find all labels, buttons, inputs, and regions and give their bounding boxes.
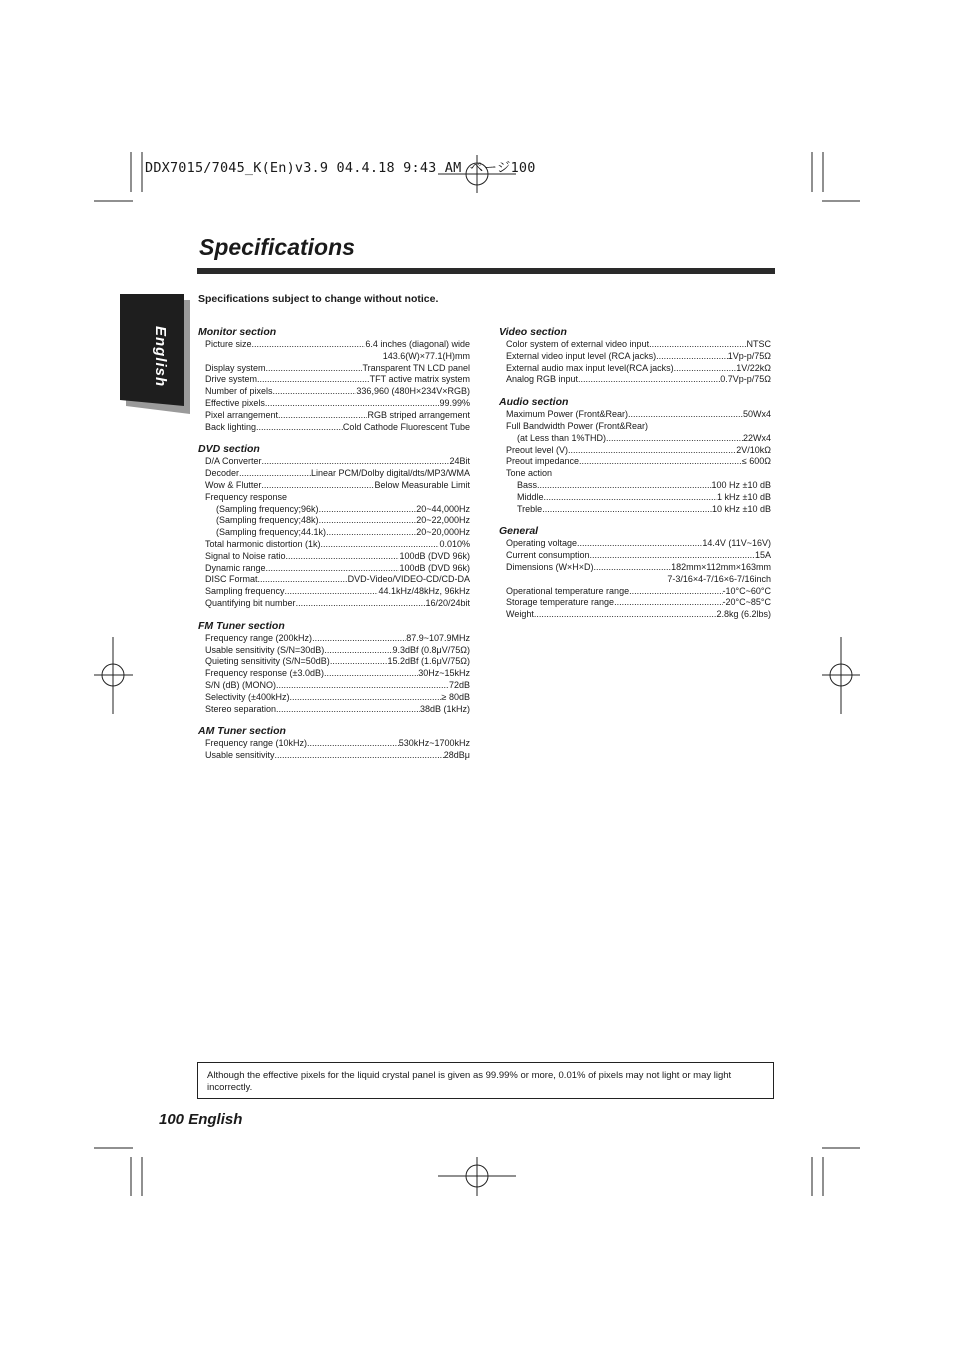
- spec-label: Back lighting: [205, 421, 257, 432]
- dot-leader: [321, 539, 440, 551]
- dot-leader: [577, 538, 702, 550]
- spec-row: [198, 551, 470, 563]
- spec-label: (at Less than 1%THD): [517, 432, 607, 443]
- dot-leader: [239, 468, 311, 480]
- spec-value: -20°C~85°C: [722, 597, 771, 608]
- spec-label: Frequency response (±3.0dB): [205, 668, 324, 679]
- section-title-video-section: Video section: [499, 326, 567, 338]
- spec-value: 20~20,000Hz: [416, 527, 470, 538]
- dot-leader: [324, 645, 392, 657]
- spec-value: 20~44,000Hz: [416, 503, 470, 514]
- spec-label: (Sampling frequency;44.1k): [216, 527, 327, 538]
- spec-row: [198, 750, 470, 762]
- spec-row: [198, 504, 470, 516]
- spec-label: Number of pixels: [205, 386, 273, 397]
- spec-label: External video input level (RCA jacks): [506, 350, 657, 361]
- spec-label: Frequency range (10kHz): [205, 738, 308, 749]
- dot-leader: [568, 445, 736, 457]
- spec-row: [198, 456, 470, 468]
- spec-row: [499, 409, 771, 421]
- spec-value: ≤ 600Ω: [741, 456, 771, 467]
- spec-row: [499, 480, 771, 492]
- spec-row: [198, 668, 470, 680]
- spec-value: 72dB: [448, 679, 470, 690]
- dot-leader: [266, 363, 363, 375]
- spec-row: [198, 515, 470, 527]
- spec-row: [499, 374, 771, 386]
- spec-label: Color system of external video input: [506, 339, 650, 349]
- spec-value: 0.010%: [439, 538, 470, 549]
- spec-value: 16/20/24bit: [425, 597, 470, 608]
- spec-row: [499, 445, 771, 457]
- spec-label: Pixel arrangement: [205, 409, 279, 420]
- spec-row: [198, 386, 470, 398]
- spec-label: Drive system: [205, 374, 258, 385]
- dot-leader: [649, 339, 746, 351]
- spec-row: [198, 645, 470, 657]
- spec-row: [499, 586, 771, 598]
- dot-leader: [578, 374, 720, 386]
- spec-column-left: [198, 326, 470, 762]
- spec-label: Middle: [517, 491, 544, 502]
- dot-leader: [252, 339, 366, 351]
- spec-label: Effective pixels: [205, 397, 265, 408]
- spec-row: [198, 539, 470, 551]
- spec-row: [499, 456, 771, 468]
- footnote-text: Although the effective pixels for the liquid crystal panel is given as 99.99% or more, 0.01% of pixels may not light or may light incorrectly.: [207, 1070, 732, 1093]
- spec-label: Total harmonic distortion (1k): [205, 538, 321, 549]
- spec-label: Picture size: [205, 339, 252, 349]
- spec-row: [499, 597, 771, 609]
- spec-label: Frequency range (200kHz): [205, 632, 313, 643]
- spec-value: RGB striped arrangement: [367, 409, 470, 420]
- spec-value: 182mm×112mm×163mm: [671, 561, 771, 572]
- spec-value: 2V/10kΩ: [736, 444, 771, 455]
- spec-row: [499, 339, 771, 351]
- spec-value: 22Wx4: [742, 432, 771, 443]
- dot-leader: [324, 668, 418, 680]
- dot-leader: [319, 515, 417, 527]
- spec-label: D/A Converter: [205, 456, 262, 467]
- spec-value: 336,960 (480H×234V×RGB): [356, 386, 470, 397]
- spec-value: 6.4 inches (diagonal) wide: [365, 339, 470, 349]
- spec-label: S/N (dB) (MONO): [205, 679, 276, 690]
- spec-row: [198, 633, 470, 645]
- spec-row: [198, 422, 470, 434]
- dot-leader: [289, 692, 441, 704]
- spec-label: Operational temperature range: [506, 585, 630, 596]
- spec-row: [499, 538, 771, 550]
- spec-value: 14.4V (11V~16V): [702, 538, 771, 549]
- spec-label: Stereo separation: [205, 703, 277, 714]
- section-title-monitor-section: Monitor section: [198, 326, 277, 338]
- section-title-dvd-section: DVD section: [198, 443, 260, 456]
- dot-leader: [594, 562, 672, 574]
- dot-leader: [579, 456, 742, 468]
- dot-leader: [330, 656, 388, 668]
- spec-label: Treble: [517, 503, 543, 514]
- spec-label: Usable sensitivity: [205, 750, 275, 761]
- spec-value: 1V/22kΩ: [736, 362, 771, 373]
- spec-label: (Sampling frequency;96k): [216, 503, 319, 514]
- spec-value: Cold Cathode Fluorescent Tube: [342, 421, 470, 432]
- spec-value: 15A: [754, 550, 771, 561]
- spec-row: [198, 692, 470, 704]
- dot-leader: [266, 563, 400, 575]
- spec-row: [499, 363, 771, 375]
- dot-leader: [312, 633, 406, 645]
- spec-row: [198, 680, 470, 692]
- spec-subheading: Frequency response: [205, 491, 288, 502]
- spec-label: Analog RGB input: [506, 374, 579, 385]
- spec-subheading: Full Bandwidth Power (Front&Rear): [506, 420, 649, 431]
- spec-value: Transparent TN LCD panel: [362, 362, 470, 373]
- spec-label: Display system: [205, 362, 266, 373]
- section-title-general: General: [499, 525, 539, 538]
- dot-leader: [256, 422, 343, 434]
- spec-row: [198, 586, 470, 598]
- spec-row: [198, 704, 470, 716]
- spec-row: [499, 433, 771, 445]
- section-title-fm-tuner-section: FM Tuner section: [198, 619, 285, 632]
- side-tab-label: English: [152, 326, 169, 388]
- spec-value-continuation: 7-3/16×4-7/16×6-7/16inch: [667, 573, 771, 584]
- dot-leader: [656, 351, 728, 363]
- dot-leader: [542, 504, 712, 516]
- dot-leader: [276, 704, 420, 716]
- spec-row: [499, 504, 771, 516]
- dot-leader: [544, 492, 718, 504]
- spec-subheading: Tone action: [506, 468, 553, 479]
- spec-value-continuation: 143.6(W)×77.1(H)mm: [382, 350, 470, 361]
- spec-label: Storage temperature range: [506, 597, 615, 608]
- spec-row: [198, 563, 470, 575]
- spec-label: Preout level (V): [506, 444, 569, 455]
- spec-label: (Sampling frequency;48k): [216, 515, 319, 526]
- spec-label: Dimensions (W×H×D): [506, 561, 594, 572]
- dot-leader: [537, 480, 712, 492]
- spec-row: [499, 492, 771, 504]
- spec-row: [499, 562, 771, 574]
- spec-value: 99.99%: [439, 397, 470, 408]
- spec-label: Operating voltage: [506, 538, 578, 549]
- spec-value: 100dB (DVD 96k): [399, 562, 470, 573]
- spec-value: 87.9~107.9MHz: [406, 632, 470, 643]
- spec-value: 38dB (1kHz): [419, 703, 470, 714]
- dot-leader: [286, 551, 400, 563]
- dot-leader: [257, 374, 370, 386]
- spec-value: ≥ 80dB: [441, 691, 470, 702]
- spec-value: Linear PCM/Dolby digital/dts/MP3/WMA: [310, 468, 470, 479]
- spec-value: 9.3dBf (0.8μV/75Ω): [392, 644, 470, 655]
- spec-value: 10 kHz ±10 dB: [712, 503, 771, 514]
- spec-row: [499, 550, 771, 562]
- spec-label: Preout impedance: [506, 456, 580, 467]
- spec-label: Current consumption: [506, 550, 590, 561]
- dot-leader: [629, 586, 722, 598]
- dot-leader: [296, 598, 426, 610]
- dot-leader: [278, 410, 367, 422]
- spec-label: Dynamic range: [205, 562, 266, 573]
- dot-leader: [275, 750, 444, 762]
- dot-leader: [326, 527, 416, 539]
- spec-row: [198, 527, 470, 539]
- spec-value: 100dB (DVD 96k): [399, 550, 470, 561]
- page-number: 100 English: [159, 1111, 243, 1128]
- spec-value: NTSC: [746, 339, 771, 349]
- dot-leader: [276, 680, 449, 692]
- spec-label: Maximum Power (Front&Rear): [506, 409, 629, 420]
- spec-row: [198, 598, 470, 610]
- spec-row: [198, 339, 470, 351]
- spec-label: External audio max input level(RCA jacks): [506, 362, 674, 373]
- spec-value: 2.8kg (6.2lbs): [716, 609, 771, 620]
- spec-label: Decoder: [205, 468, 240, 479]
- spec-value: 1 kHz ±10 dB: [717, 491, 771, 502]
- dot-leader: [262, 456, 450, 468]
- dot-leader: [261, 480, 374, 492]
- spec-label: Signal to Noise ratio: [205, 550, 286, 561]
- spec-row: [198, 410, 470, 422]
- title-rule: [197, 268, 775, 274]
- dot-leader: [628, 409, 743, 421]
- spec-label: Selectivity (±400kHz): [205, 691, 290, 702]
- spec-row: [198, 468, 470, 480]
- spec-row: [499, 351, 771, 363]
- spec-value: 24Bit: [449, 456, 470, 467]
- spec-value: TFT active matrix system: [369, 374, 470, 385]
- spec-column-right: [499, 326, 771, 621]
- spec-value: DVD-Video/VIDEO-CD/CD-DA: [347, 574, 470, 585]
- spec-label: Quieting sensitivity (S/N=50dB): [205, 656, 330, 667]
- language-side-tab: [120, 294, 190, 414]
- section-title-am-tuner-section: AM Tuner section: [198, 725, 286, 738]
- spec-label: Sampling frequency: [205, 586, 285, 597]
- spec-row: [499, 609, 771, 621]
- spec-value: 20~22,000Hz: [416, 515, 470, 526]
- dot-leader: [265, 398, 440, 410]
- spec-value: 30Hz~15kHz: [418, 668, 470, 679]
- spec-row: [198, 374, 470, 386]
- dot-leader: [534, 609, 717, 621]
- spec-row: [198, 398, 470, 410]
- dot-leader: [273, 386, 357, 398]
- spec-label: Quantifying bit number: [205, 597, 296, 608]
- spec-value: 44.1kHz/48kHz, 96kHz: [378, 586, 470, 597]
- dot-leader: [258, 574, 348, 586]
- file-header: DDX7015/7045_K(En)v3.9 04.4.18 9:43 AM ページ100: [145, 160, 536, 176]
- spec-value: 28dBμ: [443, 750, 470, 761]
- dot-leader: [606, 433, 743, 445]
- spec-value: 15.2dBf (1.6μV/75Ω): [387, 656, 470, 667]
- section-title-audio-section: Audio section: [499, 396, 569, 409]
- spec-row: [198, 738, 470, 750]
- dot-leader: [674, 363, 737, 375]
- dot-leader: [285, 586, 379, 598]
- spec-value: Below Measurable Limit: [374, 479, 470, 490]
- spec-value: 1Vp-p/75Ω: [727, 350, 771, 361]
- spec-value: 100 Hz ±10 dB: [711, 479, 771, 490]
- spec-value: -10°C~60°C: [722, 585, 771, 596]
- spec-value: 530kHz~1700kHz: [398, 738, 470, 749]
- spec-label: DISC Format: [205, 574, 258, 585]
- dot-leader: [307, 738, 399, 750]
- spec-label: Usable sensitivity (S/N=30dB): [205, 644, 325, 655]
- dot-leader: [319, 504, 417, 516]
- spec-value: 0.7Vp-p/75Ω: [720, 374, 771, 385]
- spec-label: Bass: [517, 479, 538, 490]
- spec-row: [198, 480, 470, 492]
- page-title: Specifications: [199, 234, 355, 260]
- spec-row: [198, 363, 470, 375]
- spec-row: [198, 574, 470, 586]
- dot-leader: [614, 597, 722, 609]
- dot-leader: [590, 550, 755, 562]
- spec-label: Weight: [506, 609, 534, 620]
- spec-value: 50Wx4: [742, 409, 771, 420]
- spec-row: [198, 656, 470, 668]
- notice-text: Specifications subject to change without notice.: [198, 293, 439, 305]
- spec-label: Wow & Flutter: [205, 479, 262, 490]
- footnote-box: [197, 1062, 774, 1099]
